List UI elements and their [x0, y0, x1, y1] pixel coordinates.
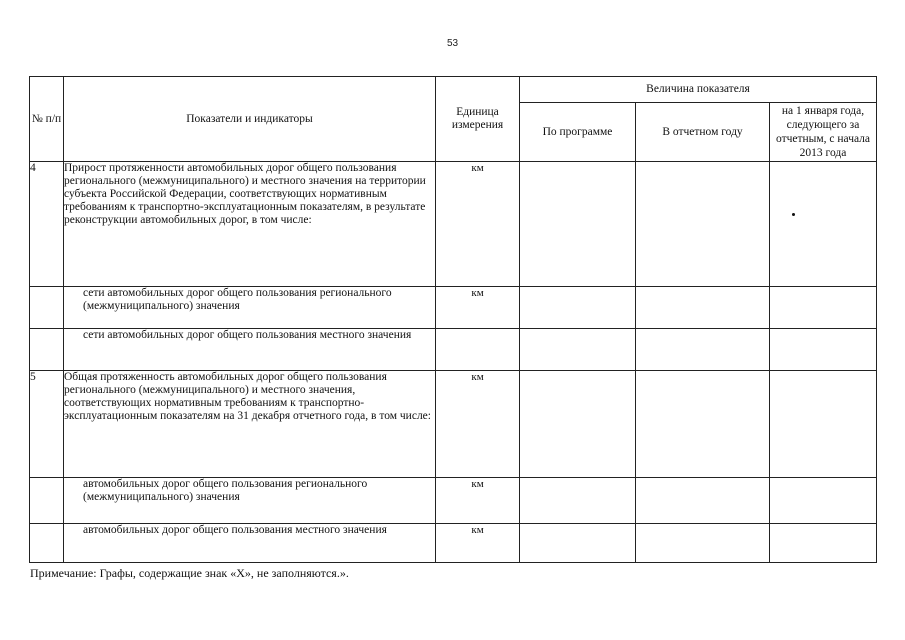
value-in-reporting-year	[636, 371, 770, 478]
value-in-reporting-year	[636, 162, 770, 287]
header-row-top	[30, 77, 877, 103]
row-description: Общая протяженность автомобильных дорог общего пользования регионального (межмуниципального) и местного значения, соответствующих нормативным требованиям к транспортно-эксплуатационным показателям на 31 декабря отчетного года, в том числе:	[64, 371, 436, 478]
table-row	[30, 371, 877, 478]
value-as-of-january	[770, 329, 877, 371]
indicators-table	[29, 76, 877, 563]
row-unit: км	[436, 371, 520, 478]
value-as-of-january	[770, 524, 877, 563]
header-in-reporting-year: В отчетном году	[636, 103, 770, 162]
row-description: автомобильных дорог общего пользования регионального (межмуниципального) значения	[64, 478, 436, 524]
row-description: Прирост протяженности автомобильных дорог общего пользования регионального (межмуниципального) и местного значения на территории субъекта Российской Федерации, соответствующих нормативным требованиям к транспортно-эксплуатационным показателям, в результате реконструкции автомобильных дорог, в том числе:	[64, 162, 436, 287]
value-in-reporting-year	[636, 287, 770, 329]
value-in-reporting-year	[636, 524, 770, 563]
value-by-program	[520, 524, 636, 563]
row-unit: км	[436, 162, 520, 287]
header-unit: Единица измерения	[436, 77, 520, 162]
row-number: 4	[30, 162, 64, 287]
value-in-reporting-year	[636, 478, 770, 524]
header-by-program: По программе	[520, 103, 636, 162]
value-in-reporting-year	[636, 329, 770, 371]
row-number: 5	[30, 371, 64, 478]
row-unit: км	[436, 478, 520, 524]
row-description: сети автомобильных дорог общего пользования местного значения	[64, 329, 436, 371]
row-number	[30, 329, 64, 371]
value-as-of-january	[770, 371, 877, 478]
table-row	[30, 287, 877, 329]
table-row	[30, 329, 877, 371]
header-indicators: Показатели и индикаторы	[64, 77, 436, 162]
value-as-of-january	[770, 287, 877, 329]
row-number	[30, 287, 64, 329]
table-row	[30, 162, 877, 287]
header-value-group: Величина показателя	[520, 77, 877, 103]
table-row	[30, 524, 877, 563]
row-unit: км	[436, 287, 520, 329]
header-as-of-january: на 1 января года, следующего за отчетным, с начала 2013 года	[770, 103, 877, 162]
value-by-program	[520, 287, 636, 329]
row-unit: км	[436, 524, 520, 563]
value-by-program	[520, 329, 636, 371]
stray-dot-mark	[792, 213, 795, 216]
table-row	[30, 478, 877, 524]
value-by-program	[520, 162, 636, 287]
value-by-program	[520, 371, 636, 478]
row-description: автомобильных дорог общего пользования местного значения	[64, 524, 436, 563]
header-number: № п/п	[30, 77, 64, 162]
row-description: сети автомобильных дорог общего пользования регионального (межмуниципального) значения	[64, 287, 436, 329]
value-as-of-january	[770, 162, 877, 287]
value-by-program	[520, 478, 636, 524]
page-number: 53	[446, 38, 459, 49]
value-as-of-january	[770, 478, 877, 524]
row-unit	[436, 329, 520, 371]
row-number	[30, 524, 64, 563]
footnote: Примечание: Графы, содержащие знак «X», не заполняются.».	[30, 566, 349, 580]
row-number	[30, 478, 64, 524]
